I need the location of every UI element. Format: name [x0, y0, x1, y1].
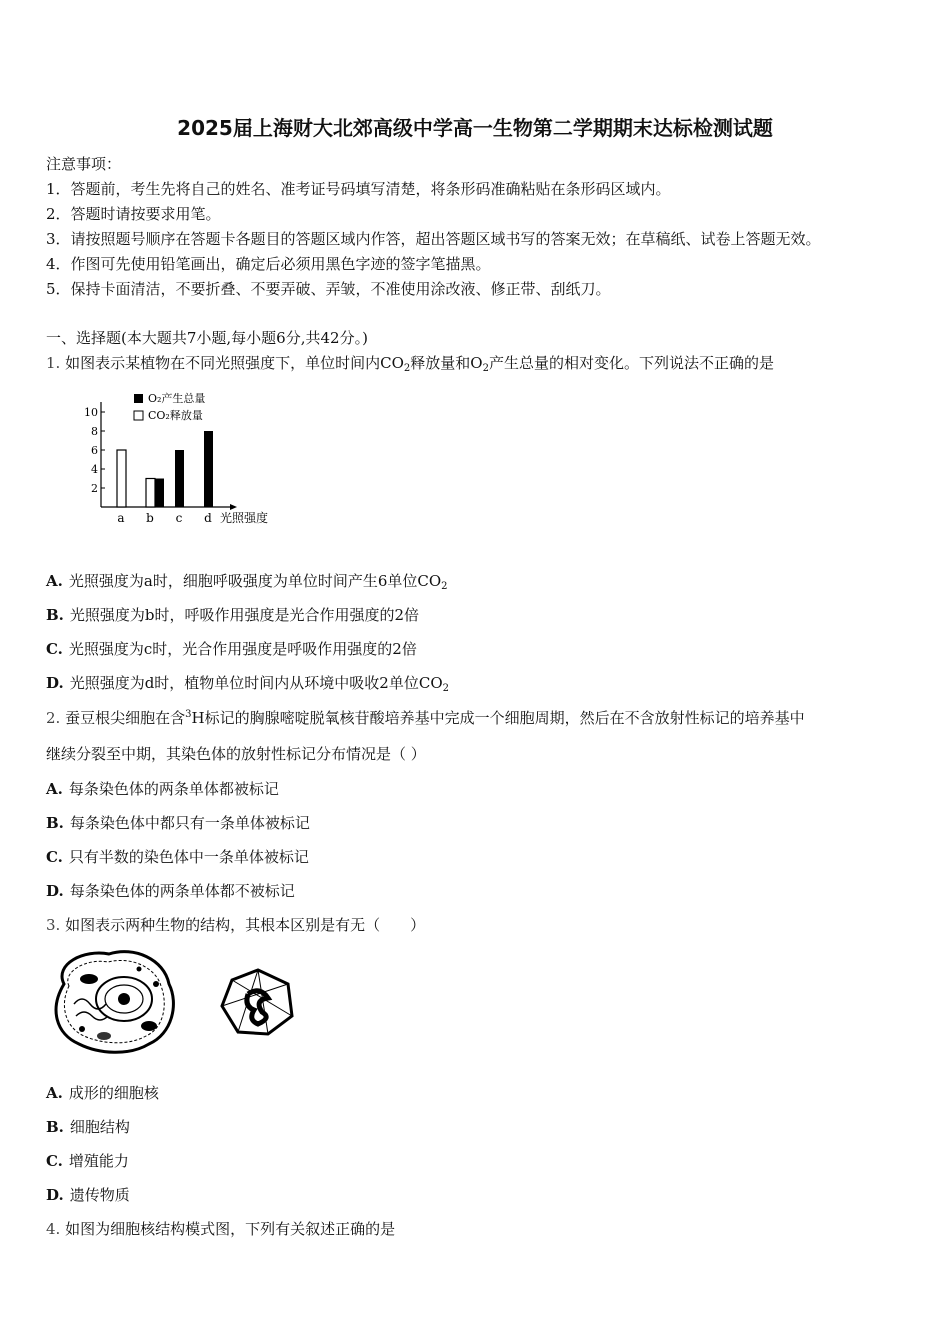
- question-4-stem: [46, 1218, 395, 1239]
- mitochondrion: [97, 1032, 111, 1040]
- nucleolus: [118, 993, 130, 1005]
- question-2-stem: [46, 707, 805, 728]
- vesicle: [153, 981, 159, 987]
- question-1-stem: [46, 352, 774, 374]
- mitochondrion: [141, 1021, 157, 1031]
- option-text: 细胞结构: [69, 1118, 130, 1136]
- x-tick-label: a: [117, 511, 125, 525]
- stem-text: 如图为细胞核结构模式图，下列有关叙述正确的是: [65, 1220, 396, 1238]
- option-a[interactable]: [46, 570, 448, 592]
- option-a[interactable]: [46, 1082, 159, 1103]
- option-letter: D.: [46, 674, 64, 692]
- subscript: 2: [442, 683, 450, 694]
- bar-o2-d: [204, 431, 213, 507]
- option-text: 光照强度为c时，光合作用强度是呼吸作用强度的2倍: [68, 640, 417, 658]
- x-tick-label: d: [204, 511, 212, 525]
- option-b[interactable]: [46, 1116, 130, 1137]
- option-letter: C.: [46, 848, 63, 866]
- x-tick-label: c: [175, 511, 183, 525]
- virus-illustration: [218, 966, 298, 1038]
- question-number: 1.: [46, 354, 61, 372]
- option-letter: A.: [46, 780, 63, 798]
- option-text: 光照强度为b时，呼吸作用强度是光合作用强度的2倍: [69, 606, 420, 624]
- x-axis-label: 光照强度: [220, 511, 269, 525]
- subscript: 2: [482, 363, 489, 374]
- bar-o2-c: [175, 450, 184, 507]
- y-tick-label: 6: [91, 444, 98, 457]
- question-number: 2.: [46, 709, 61, 727]
- option-letter: B.: [46, 1118, 64, 1136]
- option-letter: A.: [46, 572, 63, 590]
- option-c[interactable]: [46, 1150, 129, 1171]
- page-title: 2025届上海财大北郊高级中学高一生物第二学期期末达标检测试题: [177, 116, 773, 140]
- legend-label-co2: CO₂释放量: [148, 409, 203, 422]
- option-letter: D.: [46, 1186, 64, 1204]
- bar-o2-b: [155, 479, 164, 508]
- option-letter: C.: [46, 640, 63, 658]
- vesicle: [79, 1026, 85, 1032]
- superscript: 3: [185, 709, 192, 720]
- option-text: 光照强度为a时，细胞呼吸强度为单位时间产生6单位CO: [68, 572, 442, 590]
- question-3-stem: [46, 914, 425, 935]
- notes-heading: 注意事项：: [46, 155, 122, 173]
- y-tick-label: 10: [84, 406, 98, 419]
- legend-swatch-co2: [134, 411, 143, 420]
- stem-text: H标记的胸腺嘧啶脱氧核苷酸培养基中完成一个细胞周期，然后在不含放射性标记的培养基中: [191, 709, 805, 727]
- option-letter: A.: [46, 1084, 63, 1102]
- subscript: 2: [441, 581, 448, 592]
- option-b[interactable]: [46, 812, 310, 833]
- note-item: 4．作图可先使用铅笔画出，确定后必须用黑色字迹的签字笔描黑。: [46, 255, 491, 273]
- option-letter: D.: [46, 882, 64, 900]
- option-text: 成形的细胞核: [68, 1084, 159, 1102]
- bar-co2-b: [146, 479, 155, 508]
- option-d[interactable]: [46, 1184, 130, 1205]
- note-item: 2．答题时请按要求用笔。: [46, 205, 221, 223]
- stem-text: 如图表示某植物在不同光照强度下，单位时间内CO: [65, 354, 404, 372]
- option-text: 增殖能力: [68, 1152, 129, 1170]
- option-text: 每条染色体中都只有一条单体被标记: [69, 814, 310, 832]
- option-text: 遗传物质: [69, 1186, 130, 1204]
- section-heading: 一、选择题(本大题共7小题,每小题6分,共42分。): [46, 329, 368, 347]
- subscript: 2: [403, 363, 411, 374]
- mitochondrion: [80, 974, 98, 984]
- stem-text: 释放量和O: [410, 354, 483, 372]
- question-number: 3.: [46, 916, 61, 934]
- option-text: 只有半数的染色体中一条单体被标记: [68, 848, 309, 866]
- option-letter: C.: [46, 1152, 63, 1170]
- option-letter: B.: [46, 814, 64, 832]
- note-item: 3．请按照题号顺序在答题卡各题目的答题区域内作答，超出答题区域书写的答案无效；在草稿纸、试卷上答题无效。: [46, 230, 821, 248]
- option-c[interactable]: [46, 638, 417, 659]
- y-tick-label: 2: [91, 482, 98, 495]
- legend-label-o2: O₂产生总量: [148, 392, 206, 405]
- option-d[interactable]: [46, 672, 449, 694]
- question-number: 4.: [46, 1220, 61, 1238]
- option-d[interactable]: [46, 880, 295, 901]
- legend-swatch-o2: [134, 394, 143, 403]
- x-tick-label: b: [146, 511, 154, 525]
- x-axis-arrow: [230, 504, 237, 510]
- stem-text: 产生总量的相对变化。下列说法不正确的是: [488, 354, 774, 372]
- eukaryotic-cell-illustration: [44, 944, 184, 1059]
- option-letter: B.: [46, 606, 64, 624]
- question-2-stem-cont: 继续分裂至中期，其染色体的放射性标记分布情况是（ ）: [46, 745, 426, 763]
- option-c[interactable]: [46, 846, 309, 867]
- note-item: 5．保持卡面清洁，不要折叠、不要弄破、弄皱，不准使用涂改液、修正带、刮纸刀。: [46, 280, 611, 298]
- stem-text: 蚕豆根尖细胞在含: [65, 709, 186, 727]
- bar-chart: [80, 382, 280, 530]
- stem-text: 如图表示两种生物的结构，其根本区别是有无（ ）: [65, 916, 426, 934]
- y-tick-label: 4: [91, 463, 98, 476]
- option-text: 每条染色体的两条单体都不被标记: [69, 882, 295, 900]
- y-tick-label: 8: [91, 425, 98, 438]
- vesicle: [137, 967, 142, 972]
- note-item: 1．答题前，考生先将自己的姓名、准考证号码填写清楚，将条形码准确粘贴在条形码区域内。: [46, 180, 671, 198]
- option-text: 光照强度为d时，植物单位时间内从环境中吸收2单位CO: [69, 674, 443, 692]
- option-b[interactable]: [46, 604, 419, 625]
- option-a[interactable]: [46, 778, 279, 799]
- bar-co2-a: [117, 450, 126, 507]
- option-text: 每条染色体的两条单体都被标记: [68, 780, 279, 798]
